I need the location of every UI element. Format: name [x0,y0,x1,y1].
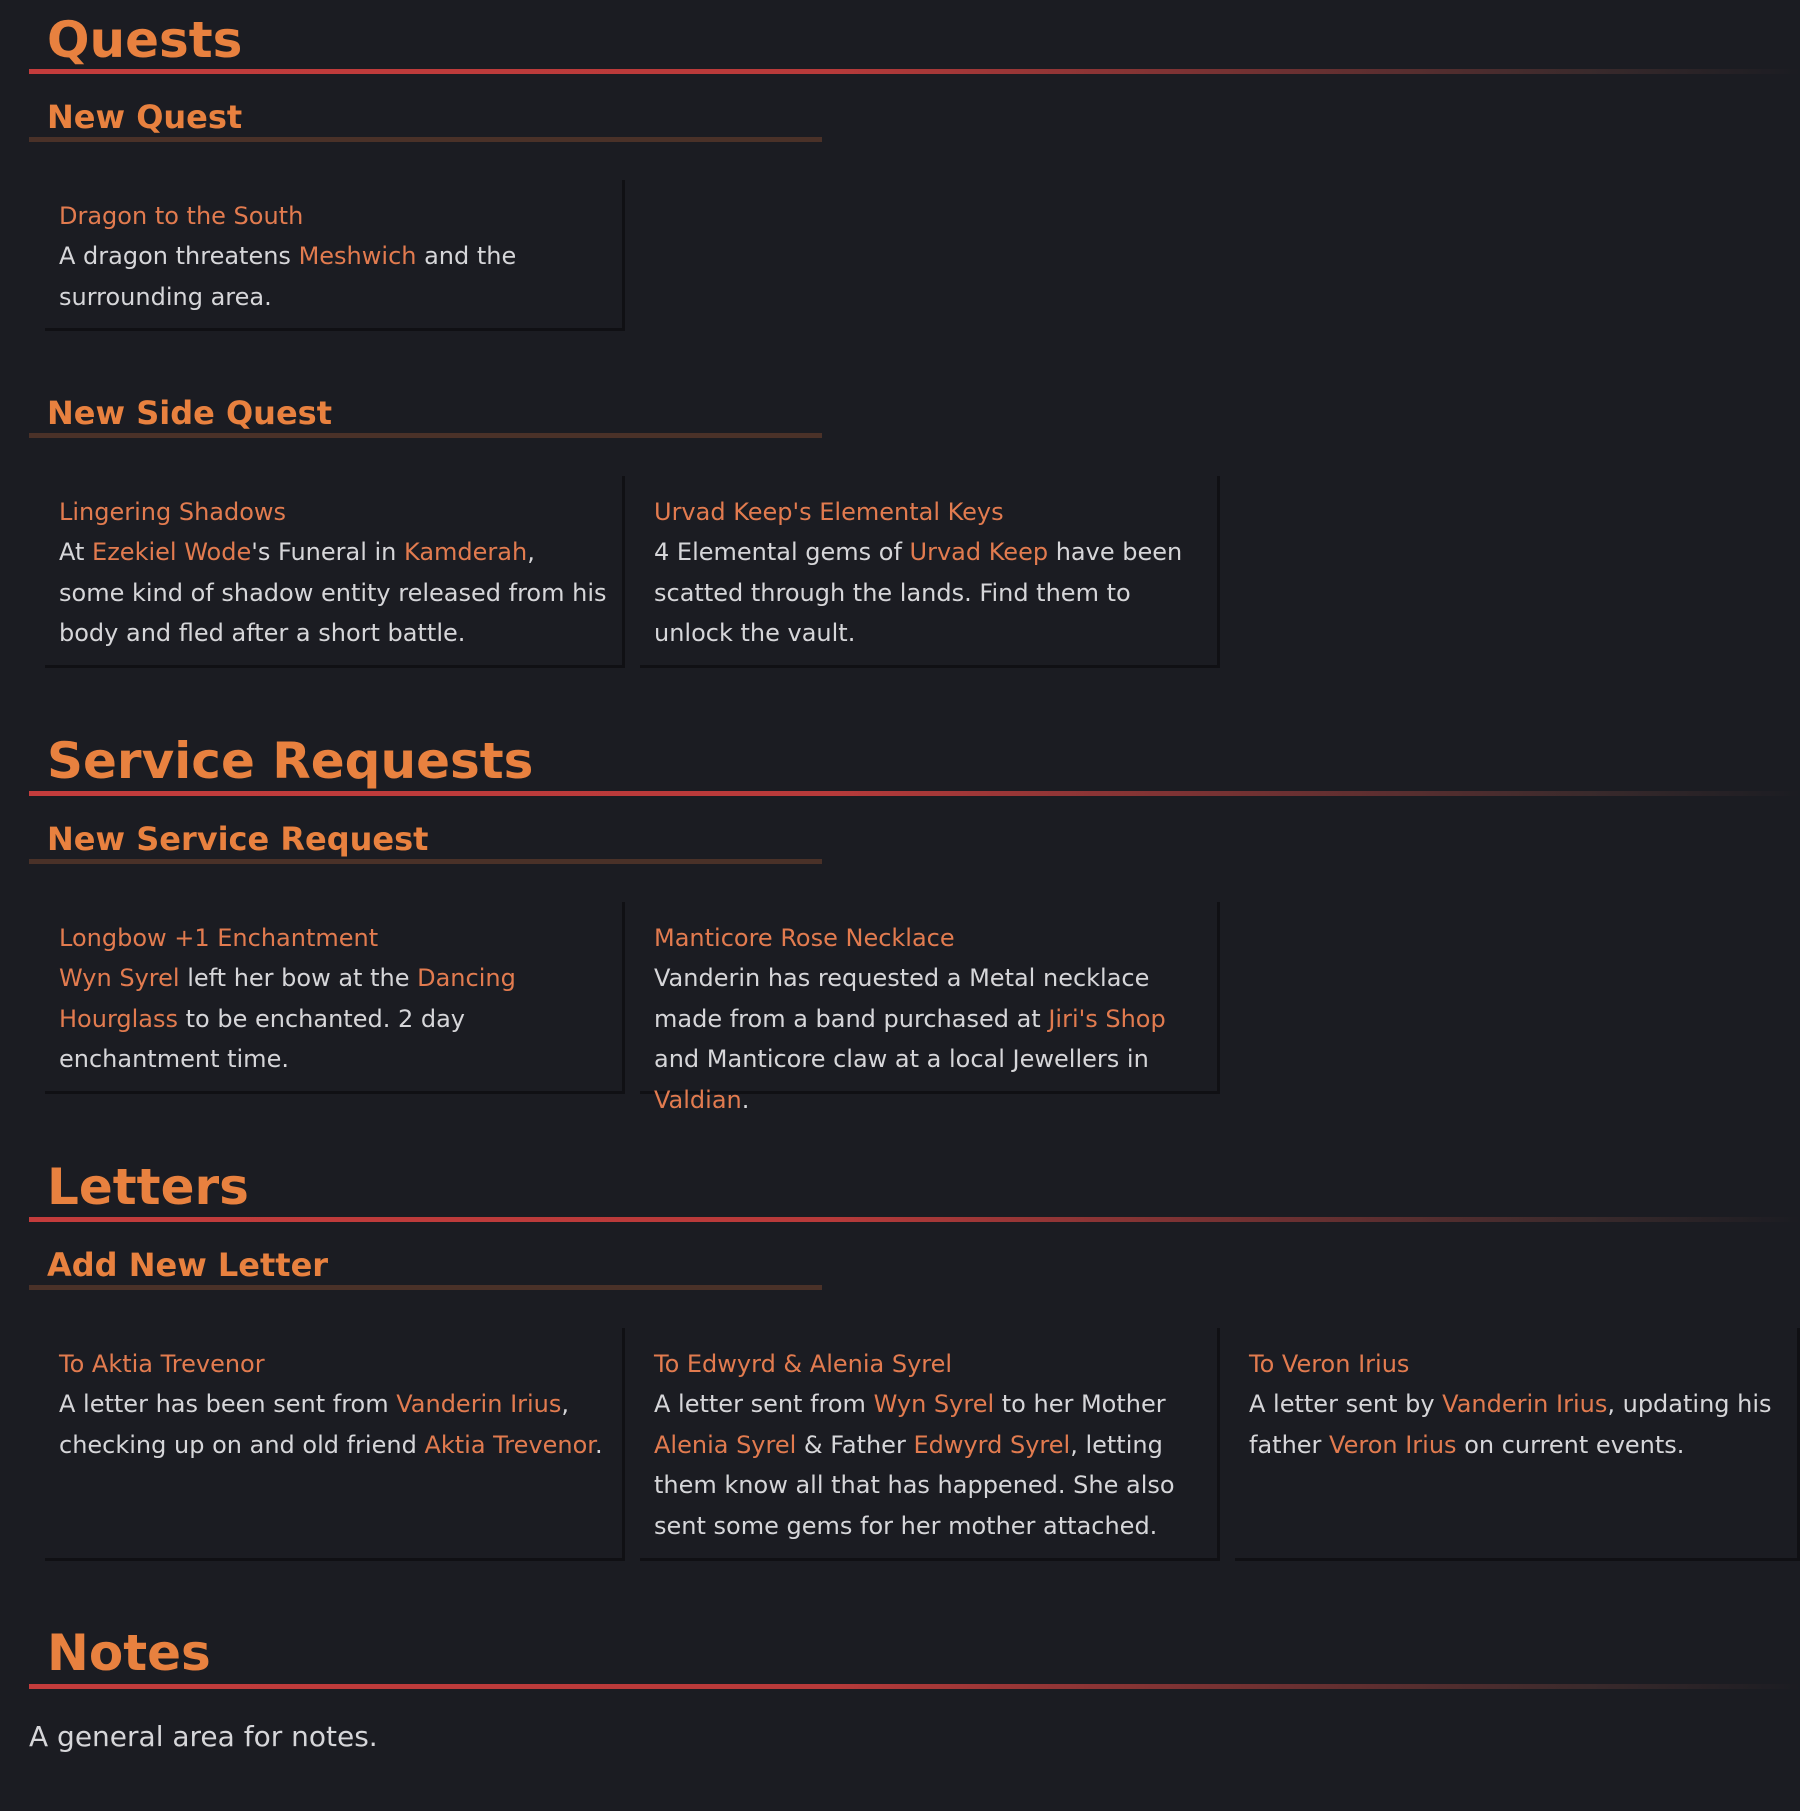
card-description [1249,1384,1782,1465]
letter-card[interactable] [1235,1328,1800,1561]
description-text: & Father [796,1430,914,1459]
card-title-link[interactable]: Dragon to the South [59,202,304,230]
entity-link[interactable]: Edwyrd Syrel [913,1430,1071,1459]
service-requests-rule [29,791,1800,796]
card-description [59,532,607,654]
description-text: , letting them know all that has happened. She also sent some gems for her mother attached. [654,1430,1175,1540]
letter-card[interactable] [45,1328,625,1561]
entity-link[interactable]: Ezekiel Wode [92,538,252,566]
description-text: and Manticore claw at a local Jewellers in [654,1045,1149,1073]
entity-link[interactable]: Vanderin Irius [396,1390,562,1418]
new-service-request-heading[interactable]: New Service Request [47,820,429,858]
description-text: A letter sent from [654,1390,874,1418]
service-requests-heading: Service Requests [47,732,534,790]
service-request-card[interactable] [45,902,625,1094]
new-quest-heading[interactable]: New Quest [47,98,243,136]
entity-link[interactable]: Veron Irius [1329,1430,1457,1459]
description-text: to her Mother [994,1390,1166,1418]
notes-text: A general area for notes. [29,1720,378,1753]
card-description [654,1384,1202,1546]
letters-heading: Letters [47,1158,249,1216]
description-text: . [594,1430,603,1459]
side-quest-card[interactable] [45,476,625,668]
description-text: A letter sent by [1249,1390,1443,1418]
description-text: to be enchanted. 2 day enchantment time. [59,1004,466,1073]
card-title-link[interactable]: To Edwyrd & Alenia Syrel [654,1350,953,1378]
description-text: 's Funeral in [251,538,405,566]
new-side-quest-heading[interactable]: New Side Quest [47,394,332,432]
add-new-letter-rule [29,1285,822,1290]
entity-link[interactable]: Wyn Syrel [873,1390,995,1418]
card-title-link[interactable]: Urvad Keep's Elemental Keys [654,498,1004,526]
letters-rule [29,1217,1800,1222]
description-text: . [741,1085,750,1114]
card-title-link[interactable]: Manticore Rose Necklace [654,924,955,952]
description-text: left her bow at the [179,964,418,992]
description-text: , some kind of shadow entity released from his body and fled after a short battle. [59,538,607,647]
entity-link[interactable]: Kamderah [404,538,528,566]
entity-link[interactable]: Jiri's Shop [1048,1004,1166,1033]
description-text: , checking up on and old friend [59,1390,570,1459]
notes-heading: Notes [47,1624,211,1682]
entity-link[interactable]: Vanderin Irius [1442,1390,1608,1418]
description-text: A letter has been sent from [59,1390,397,1418]
description-text: A dragon threatens [59,242,299,270]
add-new-letter-heading[interactable]: Add New Letter [47,1246,329,1284]
card-description [654,958,1202,1120]
new-quest-rule [29,137,822,142]
card-title-link[interactable]: Lingering Shadows [59,498,287,526]
description-text: Vanderin has requested a Metal necklace made from a band purchased at [654,964,1150,1033]
description-text: At [59,538,93,566]
side-quest-card[interactable] [640,476,1220,668]
card-description [59,958,607,1080]
card-description [59,236,607,317]
quests-rule [29,69,1800,74]
entity-link[interactable]: Valdian [654,1085,742,1114]
card-title-link[interactable]: Longbow +1 Enchantment [59,924,379,952]
card-description [59,1384,607,1465]
entity-link[interactable]: Aktia Trevenor [424,1430,595,1459]
letter-card[interactable] [640,1328,1220,1561]
card-description [654,532,1202,654]
notes-rule [29,1684,1800,1689]
entity-link[interactable]: Dancing Hourglass [59,964,516,1033]
description-text: 4 Elemental gems of [654,538,910,566]
description-text: on current events. [1456,1430,1685,1459]
new-side-quest-rule [29,433,822,438]
description-text: and the surrounding area. [59,242,517,311]
card-title-link[interactable]: To Aktia Trevenor [59,1350,265,1378]
entity-link[interactable]: Alenia Syrel [654,1430,797,1459]
card-title-link[interactable]: To Veron Irius [1249,1350,1410,1378]
quest-card[interactable] [45,180,625,331]
entity-link[interactable]: Urvad Keep [909,538,1049,566]
service-request-card[interactable] [640,902,1220,1114]
quests-heading: Quests [47,11,243,69]
entity-link[interactable]: Meshwich [298,242,417,270]
entity-link[interactable]: Wyn Syrel [59,964,180,992]
description-text: , updating his father [1249,1390,1772,1459]
description-text: have been scatted through the lands. Find them to unlock the vault. [654,538,1183,647]
new-service-request-rule [29,859,822,864]
